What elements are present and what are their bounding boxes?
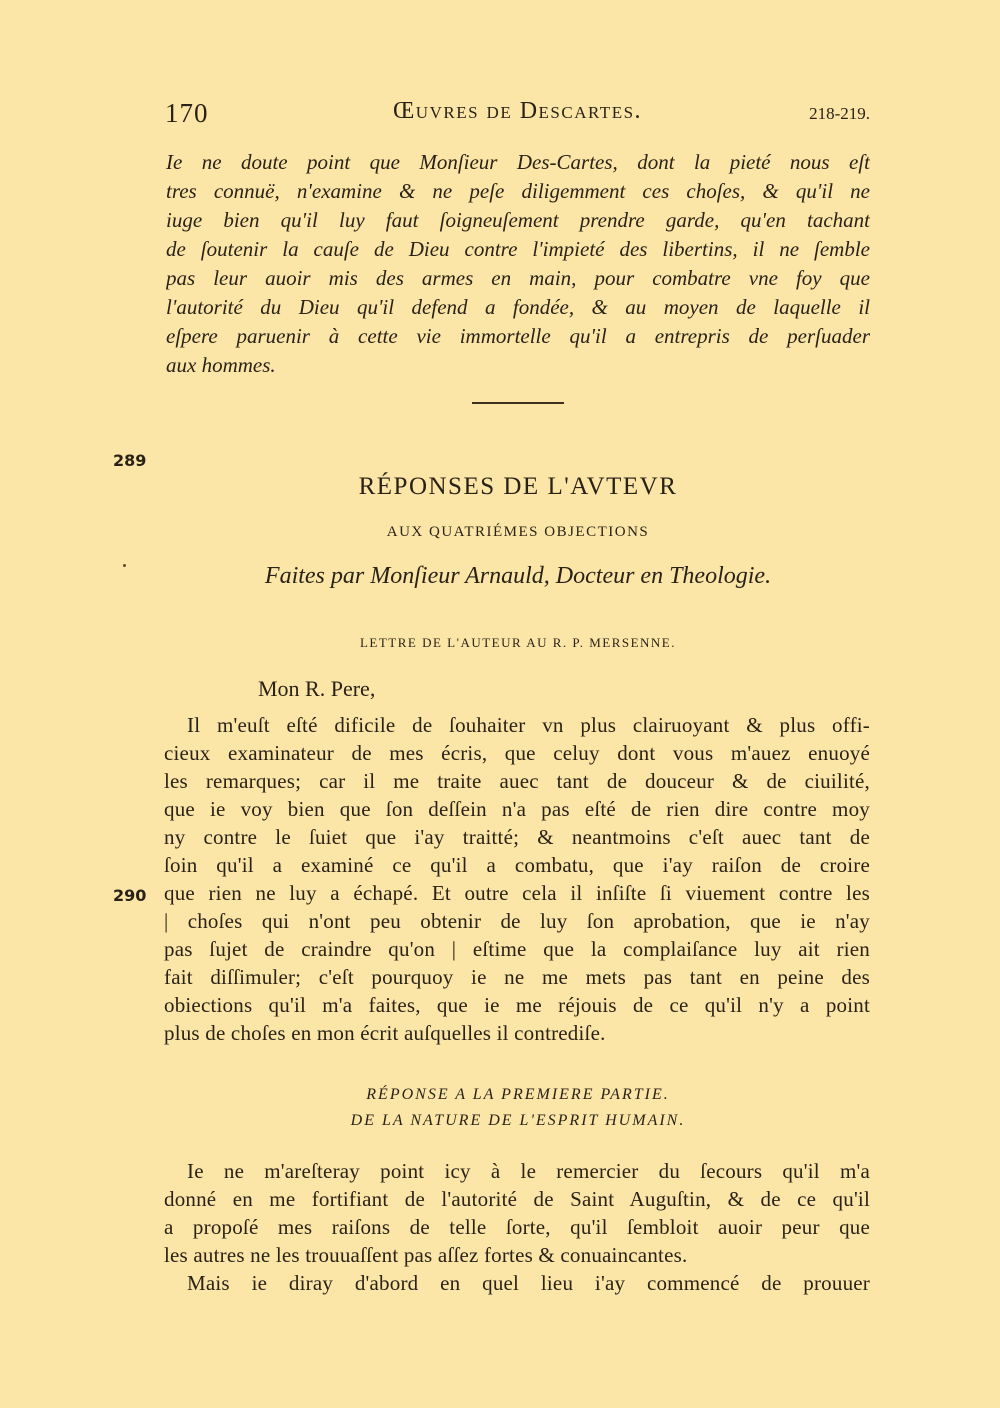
running-title: Œuvres de Descartes. xyxy=(392,98,643,124)
text-line: Mais ie diray d'abord en quel lieu i'ay commencé de prouuer xyxy=(187,1271,870,1295)
reply-byline: Faites par Monſieur Arnauld, Docteur en Theologie. xyxy=(264,563,772,589)
paragraph-3 xyxy=(164,1269,870,1297)
text-line: les remarques; car il me traite auec tant de douceur & de ciuilité, xyxy=(164,769,870,793)
section-heading: RÉPONSE A LA PREMIERE PARTIE. xyxy=(366,1086,670,1103)
page-number: 170 xyxy=(165,98,209,128)
text-line: pas ſujet de craindre qu'on | eſtime que la complaiſance luy ait rien xyxy=(164,937,870,961)
paragraph-1 xyxy=(164,711,870,1047)
text-line: l'autorité du Dieu qu'il defend a fondée, & au moyen de laquelle il xyxy=(166,295,870,319)
text-line: les autres ne les trouuaſſent pas aſſez fortes & conuaincantes. xyxy=(164,1243,688,1267)
margin-page-ref: 289 xyxy=(113,451,147,470)
text-line: pas leur auoir mis des armes en main, pour combatre vne foy que xyxy=(166,266,870,290)
objection-conclusion xyxy=(166,148,870,380)
running-head xyxy=(165,98,870,134)
text-line: obiections qu'il m'a faites, que ie me réjouis de ce qu'il n'y a point xyxy=(164,993,870,1017)
text-line: Ie ne doute point que Monſieur Des-Cartes, dont la pieté nous eſt xyxy=(166,150,870,174)
text-line: aux hommes. xyxy=(166,353,276,377)
reply-title: RÉPONSES DE L'AVTEVR xyxy=(358,473,678,500)
text-line: donné en me fortifiant de l'autorité de Saint Auguſtin, & de ce qu'il xyxy=(164,1187,870,1211)
salutation: Mon R. Pere, xyxy=(258,676,376,701)
section-heading: DE LA NATURE DE L'ESPRIT HUMAIN. xyxy=(350,1112,686,1129)
text-line: fait diſſimuler; c'eſt pourquoy ie ne me mets pas tant en peine des xyxy=(164,965,870,989)
text-line: ny contre le ſuiet que i'ay traitté; & neantmoins c'eſt auec tant de xyxy=(164,825,870,849)
text-line: iuge bien qu'il luy faut ſoigneuſement prendre garde, qu'en tachant xyxy=(166,208,870,232)
letter-heading: LETTRE DE L'AUTEUR AU R. P. MERSENNE. xyxy=(359,635,677,650)
page-range: 218-219. xyxy=(809,104,870,123)
reply-subtitle: AUX QUATRIÉMES OBJECTIONS xyxy=(386,524,650,540)
text-line: cieux examinateur de mes écris, que celuy dont vous m'auez enuoyé xyxy=(164,741,870,765)
text-line: | choſes qui n'ont peu obtenir de luy ſon aprobation, que ie n'ay xyxy=(164,909,870,933)
text-line: Ie ne m'areſteray point icy à le remercier du ſecours qu'il m'a xyxy=(187,1159,870,1183)
text-line: que rien ne luy a échapé. Et outre cela il inſiſte ſi viuement contre les xyxy=(164,881,870,905)
text-line: Il m'euſt eſté dificile de ſouhaiter vn plus clairuoyant & plus offi- xyxy=(187,713,870,737)
text-line: eſpere paruenir à cette vie immortelle qu'il a entrepris de perſuader xyxy=(166,324,870,348)
text-line: a propoſé mes raiſons de telle ſorte, qu'il ſembloit auoir peur que xyxy=(164,1215,870,1239)
section-divider xyxy=(472,402,564,404)
text-line: de ſoutenir la cauſe de Dieu contre l'impieté des libertins, il ne ſemble xyxy=(166,237,870,261)
margin-page-ref: 290 xyxy=(113,886,147,905)
text-line: plus de choſes en mon écrit auſquelles il contrediſe. xyxy=(164,1021,606,1045)
text-line: tres connuë, n'examine & ne peſe diligemment ces choſes, & qu'il ne xyxy=(166,179,870,203)
paragraph-2 xyxy=(164,1157,870,1269)
margin-mark xyxy=(123,564,126,567)
text-line: ſoin qu'il a examiné ce qu'il a combatu, que i'ay raiſon de croire xyxy=(164,853,870,877)
text-line: que ie voy bien que ſon deſſein n'a pas eſté de rien dire contre moy xyxy=(164,797,870,821)
